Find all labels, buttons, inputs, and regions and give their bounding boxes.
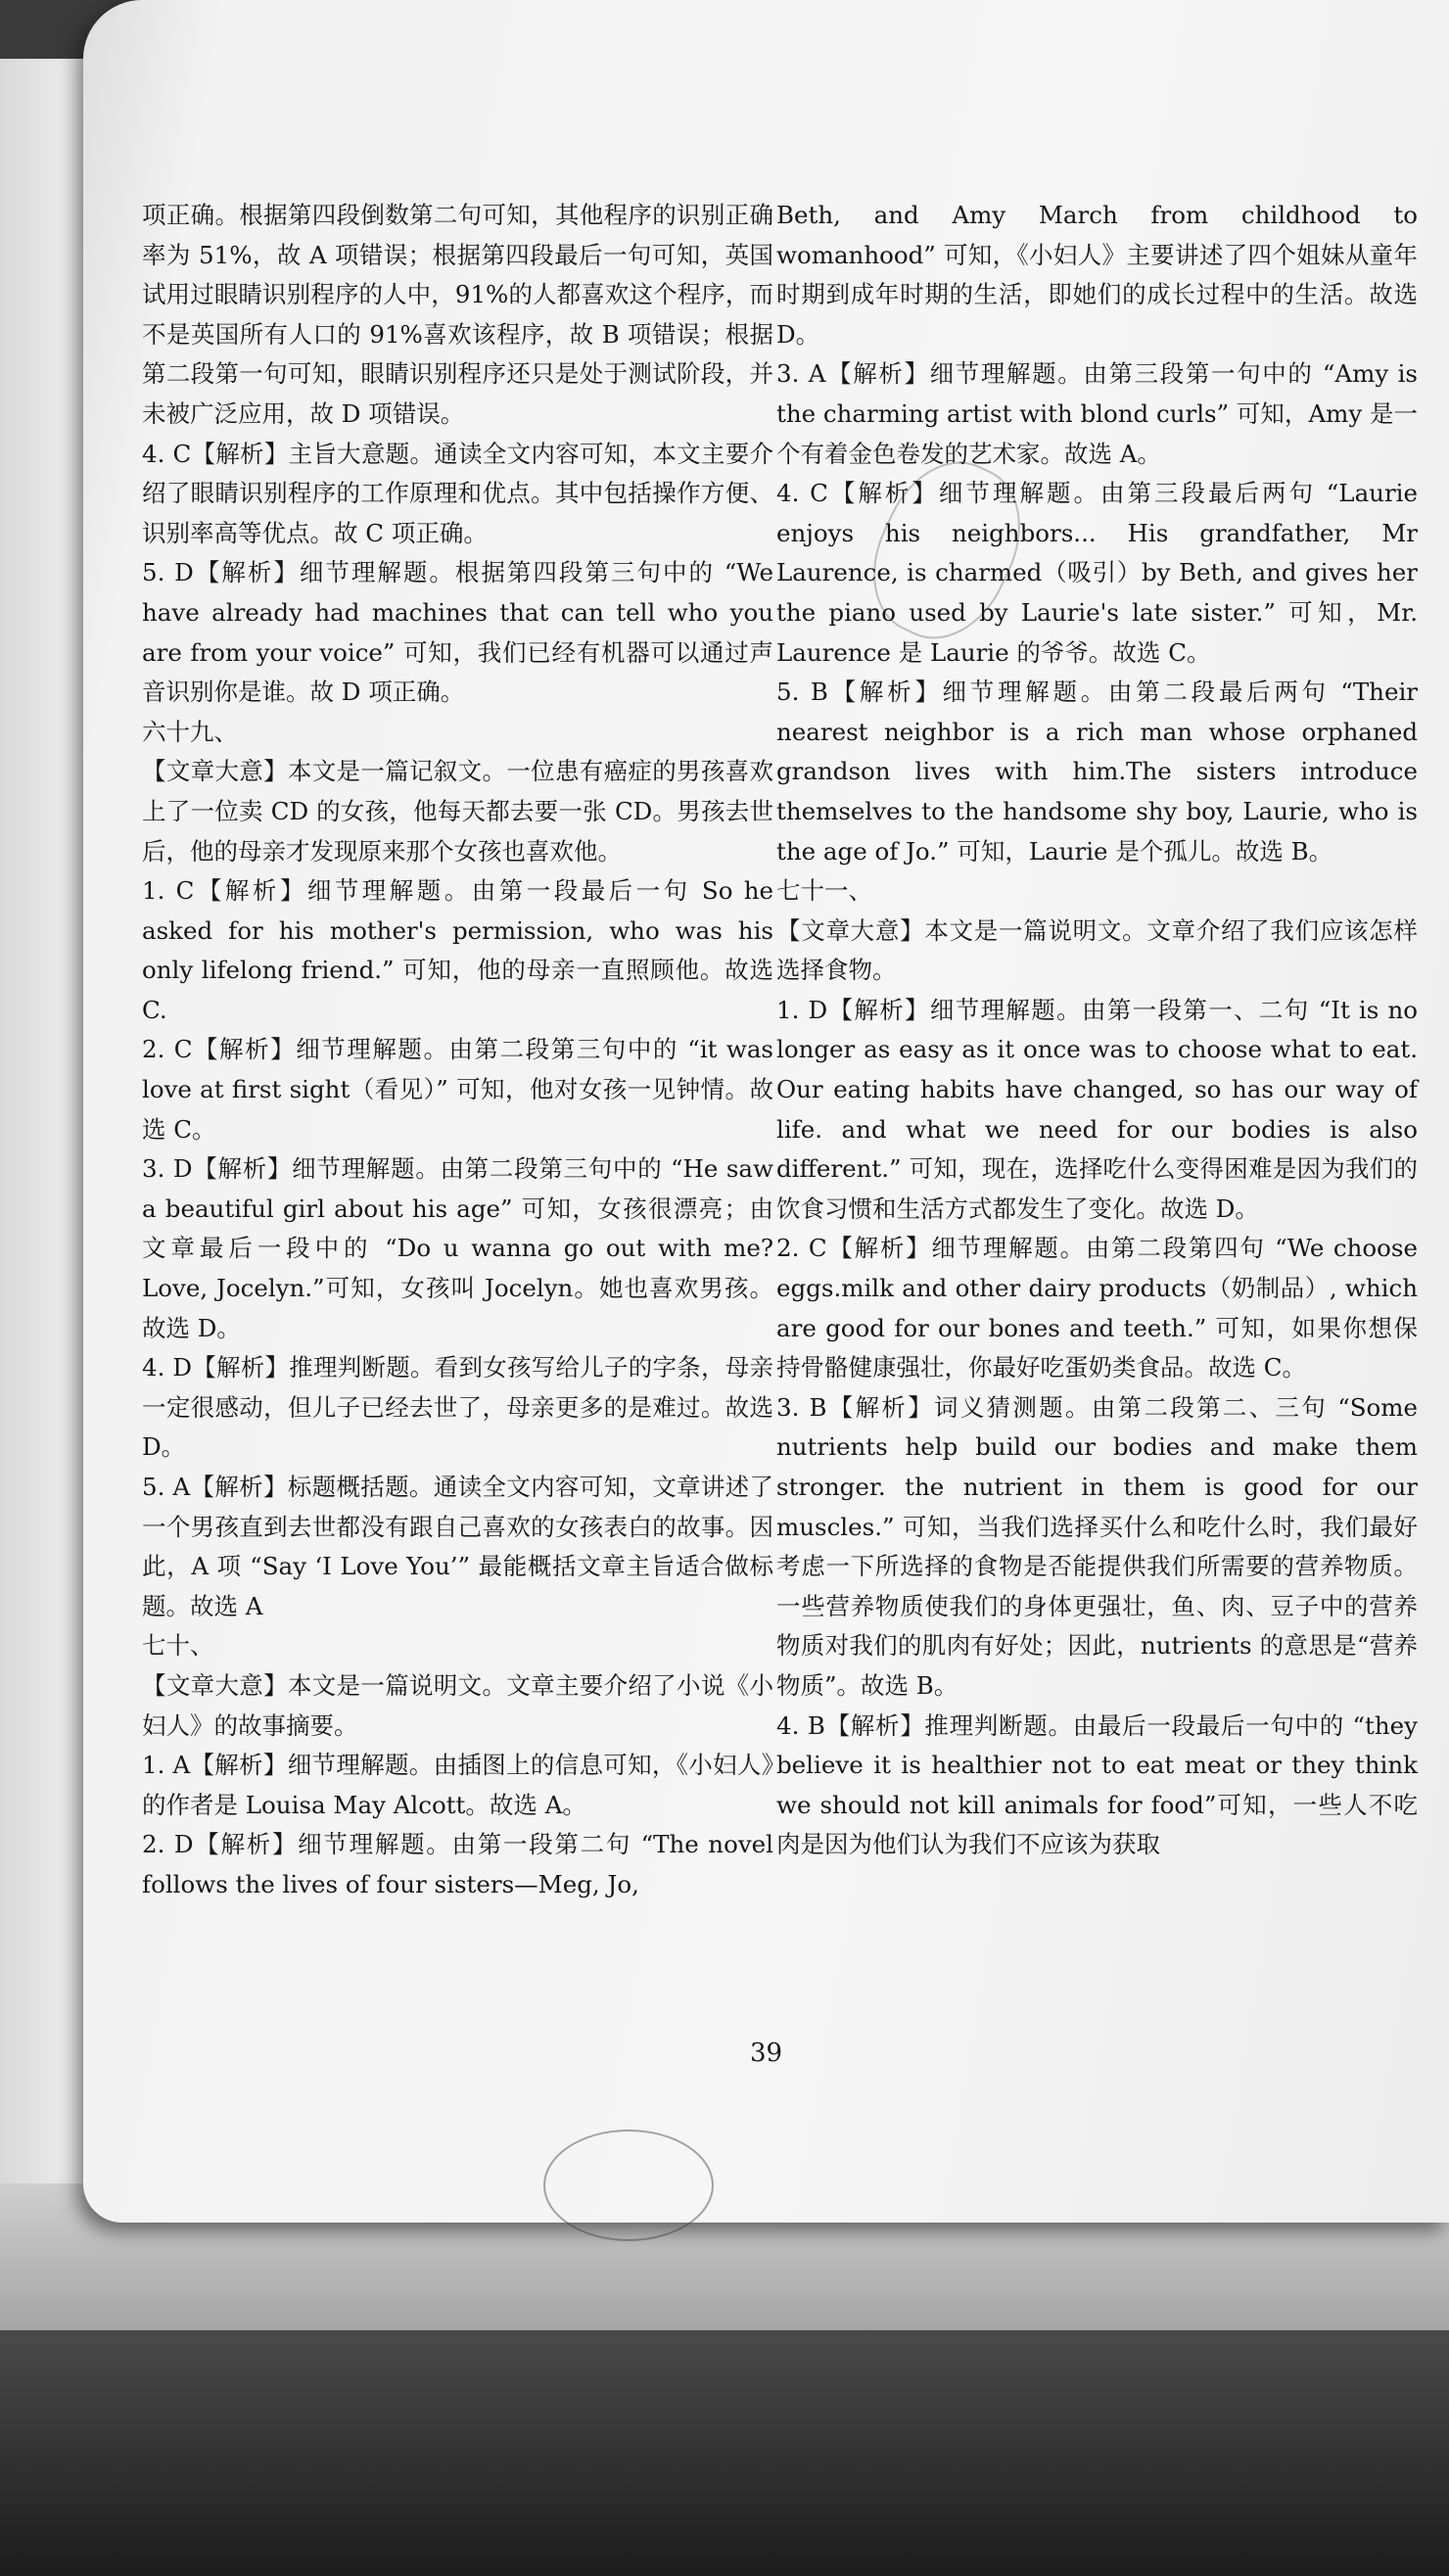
paragraph: Beth, and Amy March from childhood to womanhood” 可知，《小妇人》主要讲述了四个姐妹从童年时期到成年时期的生活，即她们的成长过程中的生活。故选 D。 (776, 201, 1418, 349)
paragraph: 4. D【解析】推理判断题。看到女孩写给儿子的字条，母亲一定很感动，但儿子已经去世了，母亲更多的是难过。故选 D。 (142, 1353, 773, 1462)
left-column (142, 196, 773, 1905)
paragraph: 4. B【解析】推理判断题。由最后一段最后一句中的 “they believe it is healthier not to eat meat or they think we should not kill animals for food”可知，一些人不吃肉是因为他们认为我们不应该为获取 (776, 1710, 1418, 1859)
paragraph: 3. A【解析】细节理解题。由第三段第一句中的 “Amy is the charming artist with blond curls” 可知，Amy 是一个有着金色卷发的艺术家。故选 A。 (776, 359, 1418, 468)
paragraph: 【文章大意】本文是一篇说明文。文章主要介绍了小说《小妇人》的故事摘要。 (142, 1670, 773, 1740)
paragraph: 3. D【解析】细节理解题。由第二段第三句中的 “He saw a beautiful girl about his age” 可知，女孩很漂亮；由文章最后一段中的 “Do u wanna go out with me? Love, Jocelyn.”可知，女孩叫 Jocelyn。她也喜欢男孩。故选 D。 (142, 1154, 773, 1342)
section-heading: 七十、 (142, 1631, 214, 1661)
right-column (776, 196, 1418, 1865)
paragraph: 2. D【解析】细节理解题。由第一段第二句 “The novel follows the lives of four sisters—Meg, Jo, (142, 1830, 773, 1898)
paragraph: 2. C【解析】细节理解题。由第二段第四句 “We choose eggs.milk and other dairy products（奶制品）, which are good for our bones and teeth.” 可知，如果你想保持骨骼健康强壮，你最好吃蛋奶类食品。故选 C。 (776, 1234, 1418, 1382)
paragraph: 1. C【解析】细节理解题。由第一段最后一句 So he asked for his mother's permission, who was his only lifelong friend.” 可知，他的母亲一直照顾他。故选 C. (142, 876, 773, 1024)
paragraph: 5. A【解析】标题概括题。通读全文内容可知，文章讲述了一个男孩直到去世都没有跟自己喜欢的女孩表白的故事。因此，A 项 “Say ‘I Love You’” 最能概括文章主旨适合做标题。故选 A (142, 1473, 773, 1620)
paragraph: 5. B【解析】细节理解题。由第二段最后两句 “Their nearest neighbor is a rich man whose orphaned grandson lives with him.The sisters introduce themselves to the handsome shy boy, Laurie, who is the age of Jo.” 可知，Laurie 是个孤儿。故选 B。 (776, 678, 1418, 866)
faint-stamp-mark (543, 2130, 714, 2241)
paragraph: 【文章大意】本文是一篇说明文。文章介绍了我们应该怎样选择食物。 (776, 915, 1418, 985)
table-surface (0, 2330, 1449, 2576)
paragraph: 4. C【解析】主旨大意题。通读全文内容可知，本文主要介绍了眼睛识别程序的工作原理和优点。其中包括操作方便、识别率高等优点。故 C 项正确。 (142, 439, 773, 547)
paragraph: 5. D【解析】细节理解题。根据第四段第三句中的 “We have already had machines that can tell who you are from your voice” 可知，我们已经有机器可以通过声音识别你是谁。故 D 项正确。 (142, 558, 773, 707)
paragraph: 1. A【解析】细节理解题。由插图上的信息可知，《小妇人》的作者是 Louisa May Alcott。故选 A。 (142, 1751, 773, 1819)
paragraph: 3. B【解析】词义猜测题。由第二段第二、三句 “Some nutrients help build our bodies and make them stronger. the nutrient in them is good for our muscles.” 可知，当我们选择买什么和吃什么时，我们最好考虑一下所选择的食物是否能提供我们所需要的营养物质。一些营养物质使我们的身体更强壮，鱼、肉、豆子中的营养物质对我们的肌肉有好处；因此，nutrients 的意思是“营养物质”。故选 B。 (776, 1392, 1418, 1700)
paragraph: 项正确。根据第四段倒数第二句可知，其他程序的识别正确率为 51%，故 A 项错误；根据第四段最后一句可知，英国试用过眼睛识别程序的人中，91%的人都喜欢这个程序，而不是英国所有人口的 91%喜欢该程序，故 B 项错误；根据第二段第一句可知，眼睛识别程序还只是处于测试阶段，并未被广泛应用，故 D 项错误。 (142, 201, 773, 428)
book-page (83, 0, 1449, 2223)
page-number: 39 (749, 2038, 783, 2068)
section-heading: 七十一、 (776, 876, 872, 906)
paragraph: 4. C【解析】细节理解题。由第三段最后两句 “Laurie enjoys his neighbors... His grandfather, Mr Laurence, is charmed（吸引）by Beth, and gives her the piano used by Laurie's late sister.” 可知，Mr. Laurence 是 Laurie 的爷爷。故选 C。 (776, 479, 1419, 667)
section-heading: 六十九、 (142, 717, 238, 746)
paragraph: 2. C【解析】细节理解题。由第二段第三句中的 “it was love at first sight（看见）” 可知，他对女孩一见钟情。故选 C。 (142, 1035, 773, 1144)
paragraph: 1. D【解析】细节理解题。由第一段第一、二句 “It is no longer as easy as it once was to choose what to eat. Our eating habits have changed, so has our way of life. and what we need for our bodies is also different.” 可知，现在，选择吃什么变得困难是因为我们的饮食习惯和生活方式都发生了变化。故选 D。 (776, 995, 1418, 1223)
paragraph: 【文章大意】本文是一篇记叙文。一位患有癌症的男孩喜欢上了一位卖 CD 的女孩，他每天都去要一张 CD。男孩去世后，他的母亲才发现原来那个女孩也喜欢他。 (142, 757, 773, 866)
